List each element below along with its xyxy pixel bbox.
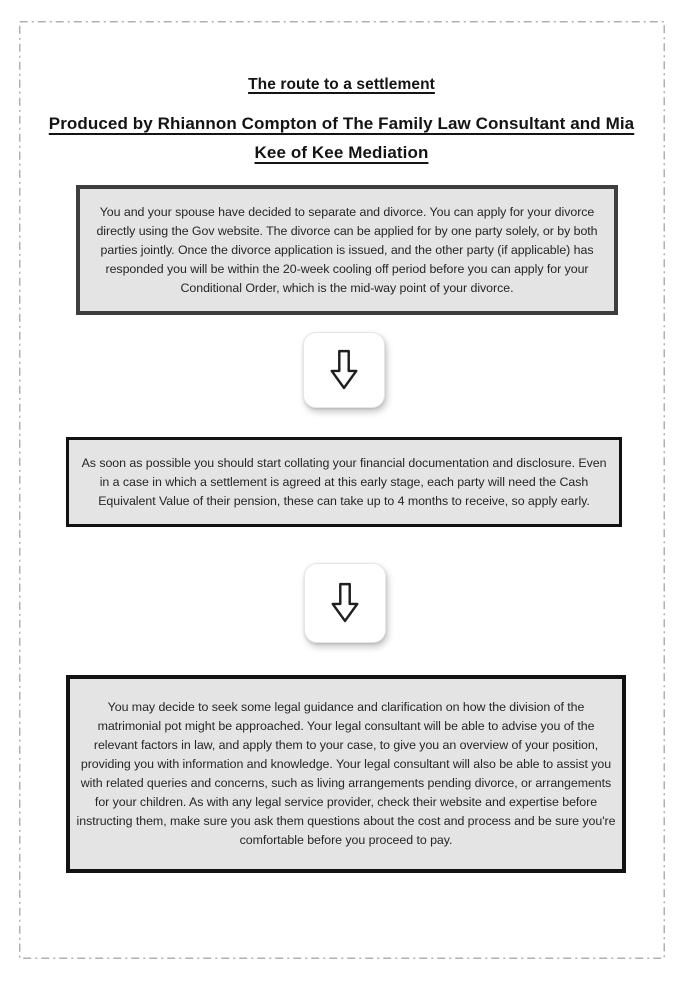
step-box-divorce-application xyxy=(76,185,618,315)
step-box-financial-disclosure xyxy=(66,437,622,527)
byline: Produced by Rhiannon Compton of The Family Law Consultant and Mia Kee of Kee Mediation xyxy=(48,114,635,162)
step-text: You and your spouse have decided to separate and divorce. You can apply for your divorce directly using the Gov website. The divorce can be applied for by one party solely, or by both parties jointly. Once the divorce application is issued, and the other party (if applicable) has responded you will be within the 20-week cooling off period before you can apply for your Conditional Order, which is the mid-way point of your divorce. xyxy=(96,204,598,295)
step-box-legal-guidance xyxy=(66,675,626,873)
page-title: The route to a settlement xyxy=(248,76,435,93)
down-arrow-icon xyxy=(327,348,361,392)
step-text: As soon as possible you should start collating your financial documentation and disclosure. Even in a case in which a settlement is agreed at this early stage, each party will need the Cash Equivalent Value of their pension, these can take up to 4 months to receive, so apply early. xyxy=(81,455,607,508)
down-arrow-icon xyxy=(328,581,362,625)
step-text: You may decide to seek some legal guidance and clarification on how the division of the matrimonial pot might be approached. Your legal consultant will be able to advise you of the relevant factors in law, and apply them to your case, to give you an overview of your position, providing you with information and knowledge. Your legal consultant will also be able to assist you with related queries and concerns, such as living arrangements pending divorce, or arrangements for your children. As with any legal service provider, check their website and expertise before instructing them, make sure you ask them questions about the cost and process and be sure you're comfortable before you proceed to pay. xyxy=(76,700,616,847)
down-arrow-card xyxy=(303,332,385,408)
down-arrow-card xyxy=(304,563,386,643)
